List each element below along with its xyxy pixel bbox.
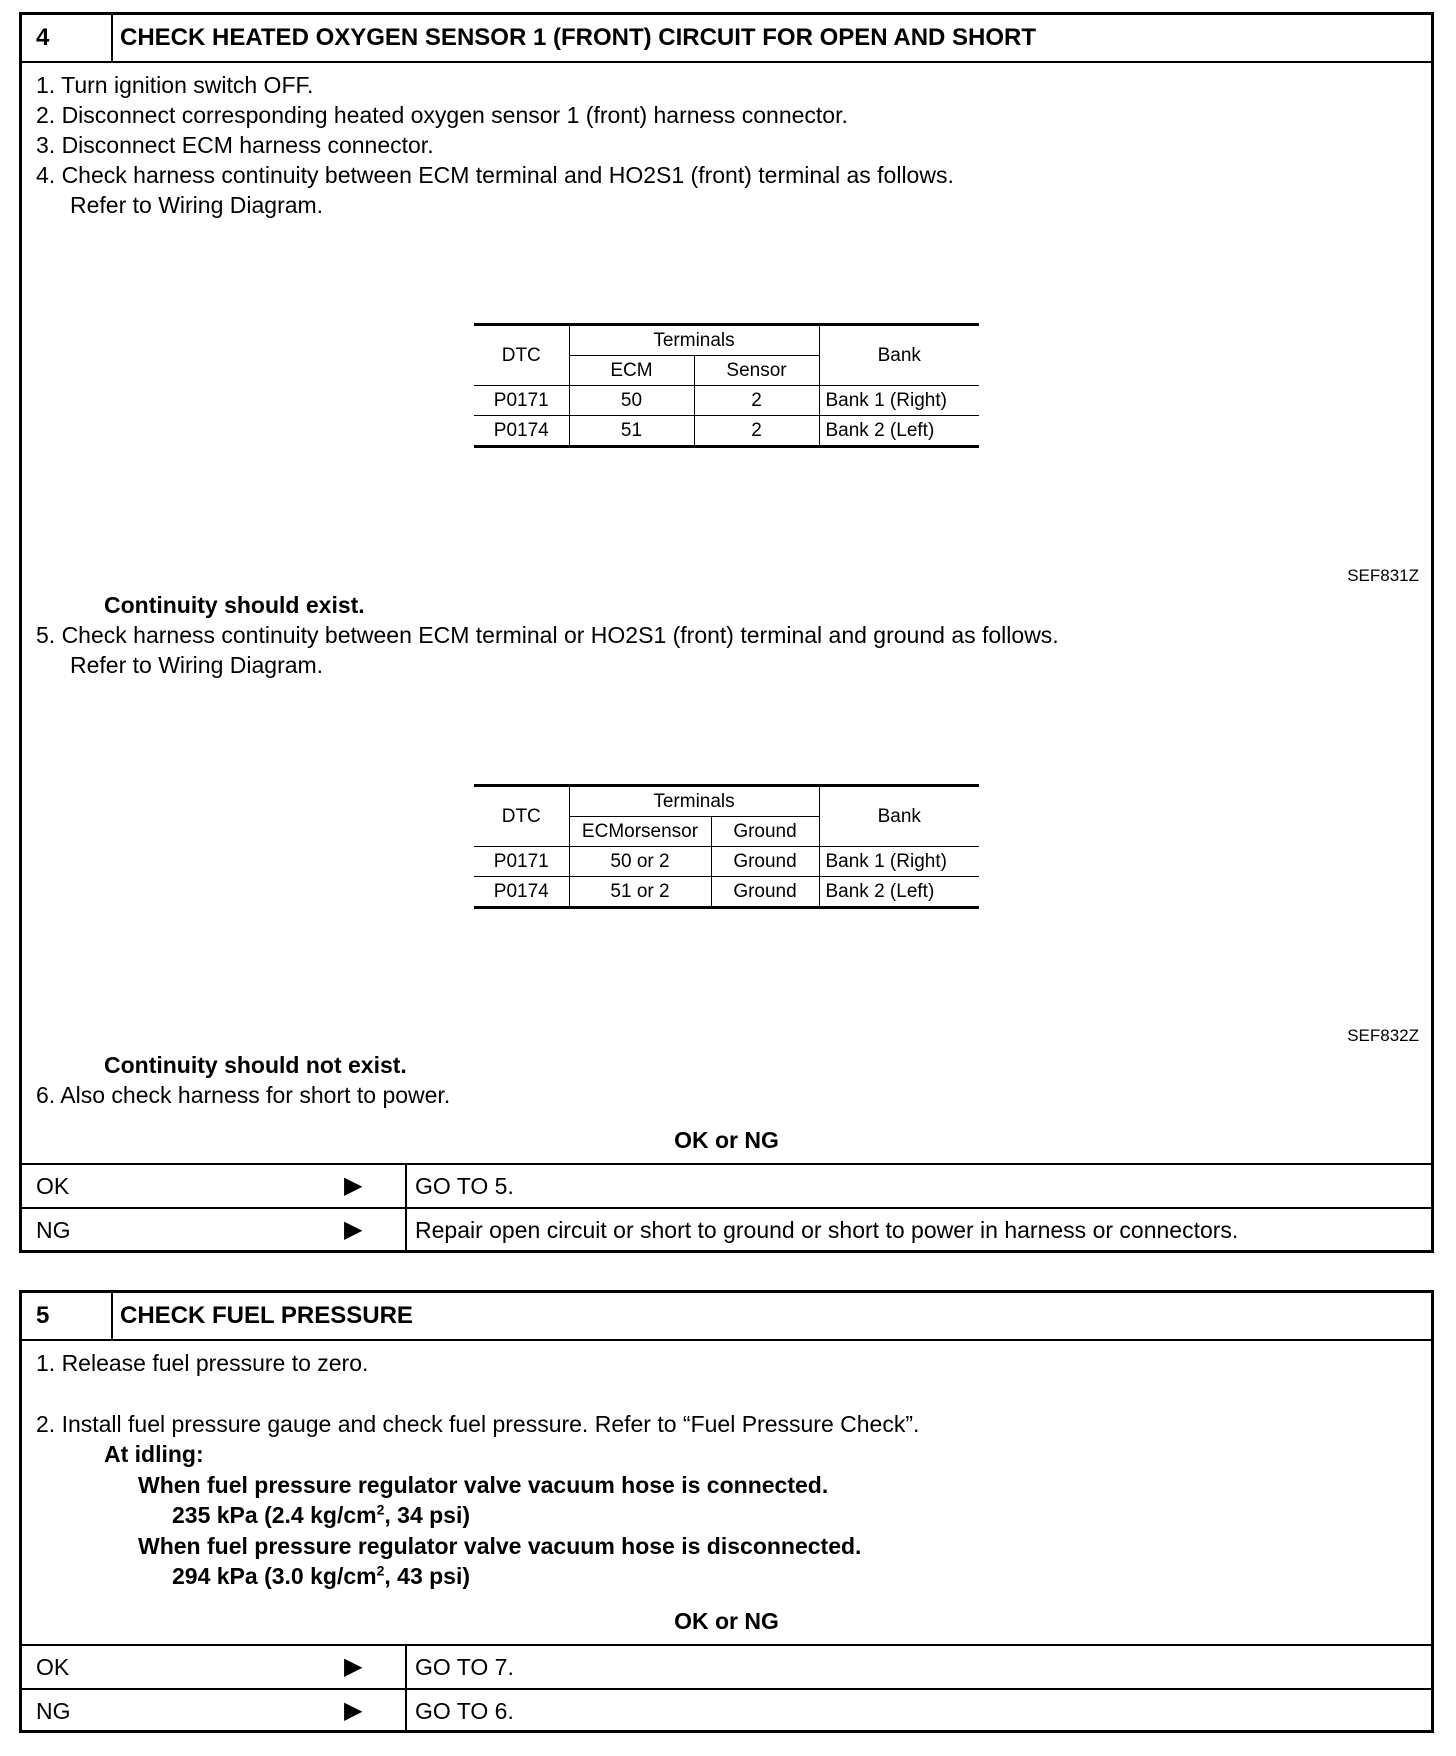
step-header (22, 1293, 1431, 1341)
step-number: 4 (22, 15, 113, 61)
arrow-icon: ▶ (344, 1697, 363, 1724)
arrow-icon: ▶ (344, 1653, 363, 1680)
ground-continuity-table (474, 784, 979, 909)
sensor-cell: 2 (694, 416, 819, 447)
condition-connected: When fuel pressure regulator valve vacuum hose is connected. (138, 1472, 829, 1498)
instruction-2: 2. Install fuel pressure gauge and check fuel pressure. Refer to “Fuel Pressure Check”. (36, 1411, 920, 1437)
instruction-6: 6. Also check harness for short to power. (36, 1082, 451, 1108)
instruction-3: 3. Disconnect ECM harness connector. (36, 132, 434, 158)
step-title: CHECK FUEL PRESSURE (120, 1302, 413, 1329)
figure-code: SEF831Z (1347, 566, 1419, 585)
instruction-5: 5. Check harness continuity between ECM terminal or HO2S1 (front) terminal and ground as follows. (36, 622, 1059, 648)
header-dtc: DTC (474, 325, 569, 386)
bank-cell: Bank 1 (Right) (819, 847, 979, 877)
instruction-2: 2. Disconnect corresponding heated oxygen sensor 1 (front) harness connector. (36, 102, 848, 128)
figure-code: SEF832Z (1347, 1026, 1419, 1045)
header-ground: Ground (711, 817, 819, 847)
table-row (474, 847, 979, 877)
result-row-ok (22, 1644, 1431, 1688)
table-row (474, 416, 979, 447)
table-row (474, 386, 979, 416)
step-title: CHECK HEATED OXYGEN SENSOR 1 (FRONT) CIRCUIT FOR OPEN AND SHORT (120, 24, 1037, 51)
bank-cell: Bank 2 (Left) (819, 416, 979, 447)
at-idling-label: At idling: (104, 1441, 204, 1467)
result-row-ok (22, 1163, 1431, 1207)
step-4-box (19, 12, 1434, 1253)
continuity-table (474, 323, 979, 448)
step-5-box (19, 1290, 1434, 1733)
result-action: Repair open circuit or short to ground or short to power in harness or connectors. (405, 1209, 1238, 1251)
ok-or-ng-label: OK or NG (674, 1608, 779, 1634)
arrow-icon: ▶ (344, 1172, 363, 1199)
instruction-5-ref: Refer to Wiring Diagram. (70, 652, 324, 678)
ecm-cell: 50 (569, 386, 694, 416)
result-row-ng (22, 1688, 1431, 1732)
dtc-cell: P0174 (474, 416, 569, 447)
ecm-cell: 50 or 2 (569, 847, 711, 877)
instruction-1: 1. Release fuel pressure to zero. (36, 1350, 369, 1376)
instruction-1: 1. Turn ignition switch OFF. (36, 72, 314, 98)
header-bank: Bank (819, 325, 979, 386)
result-action: GO TO 6. (405, 1690, 514, 1732)
header-terminals: Terminals (569, 325, 819, 356)
instruction-4-ref: Refer to Wiring Diagram. (70, 192, 324, 218)
instruction-4: 4. Check harness continuity between ECM terminal and HO2S1 (front) terminal as follows. (36, 162, 954, 188)
result-label: NG (36, 1698, 71, 1724)
ecm-cell: 51 (569, 416, 694, 447)
dtc-cell: P0171 (474, 386, 569, 416)
table-row (474, 877, 979, 908)
dtc-cell: P0171 (474, 847, 569, 877)
header-terminals: Terminals (569, 786, 819, 817)
condition-disconnected: When fuel pressure regulator valve vacuum hose is disconnected. (138, 1533, 862, 1559)
ground-cell: Ground (711, 847, 819, 877)
step-number: 5 (22, 1293, 113, 1339)
result-action: GO TO 7. (405, 1646, 514, 1688)
arrow-icon: ▶ (344, 1216, 363, 1243)
dtc-cell: P0174 (474, 877, 569, 908)
ground-cell: Ground (711, 877, 819, 908)
header-bank: Bank (819, 786, 979, 847)
result-label: OK (36, 1654, 70, 1680)
header-ecm-or-sensor: ECMorsensor (569, 817, 711, 847)
result-action: GO TO 5. (405, 1165, 514, 1207)
ecm-cell: 51 or 2 (569, 877, 711, 908)
header-dtc: DTC (474, 786, 569, 847)
result-label: NG (36, 1217, 71, 1243)
continuity-note: Continuity should exist. (104, 592, 365, 618)
header-ecm: ECM (569, 356, 694, 386)
bank-cell: Bank 2 (Left) (819, 877, 979, 908)
result-label: OK (36, 1173, 70, 1199)
pressure-connected: 235 kPa (2.4 $kg/cm^2$, 34 psi) (172, 1501, 471, 1528)
bank-cell: Bank 1 (Right) (819, 386, 979, 416)
pressure-disconnected: 294 kPa (3.0 $kg/cm^2$, 43 psi) (172, 1562, 471, 1589)
ok-or-ng-label: OK or NG (674, 1127, 779, 1153)
sensor-cell: 2 (694, 386, 819, 416)
result-row-ng (22, 1207, 1431, 1251)
no-continuity-note: Continuity should not exist. (104, 1052, 407, 1078)
header-sensor: Sensor (694, 356, 819, 386)
step-header (22, 15, 1431, 63)
